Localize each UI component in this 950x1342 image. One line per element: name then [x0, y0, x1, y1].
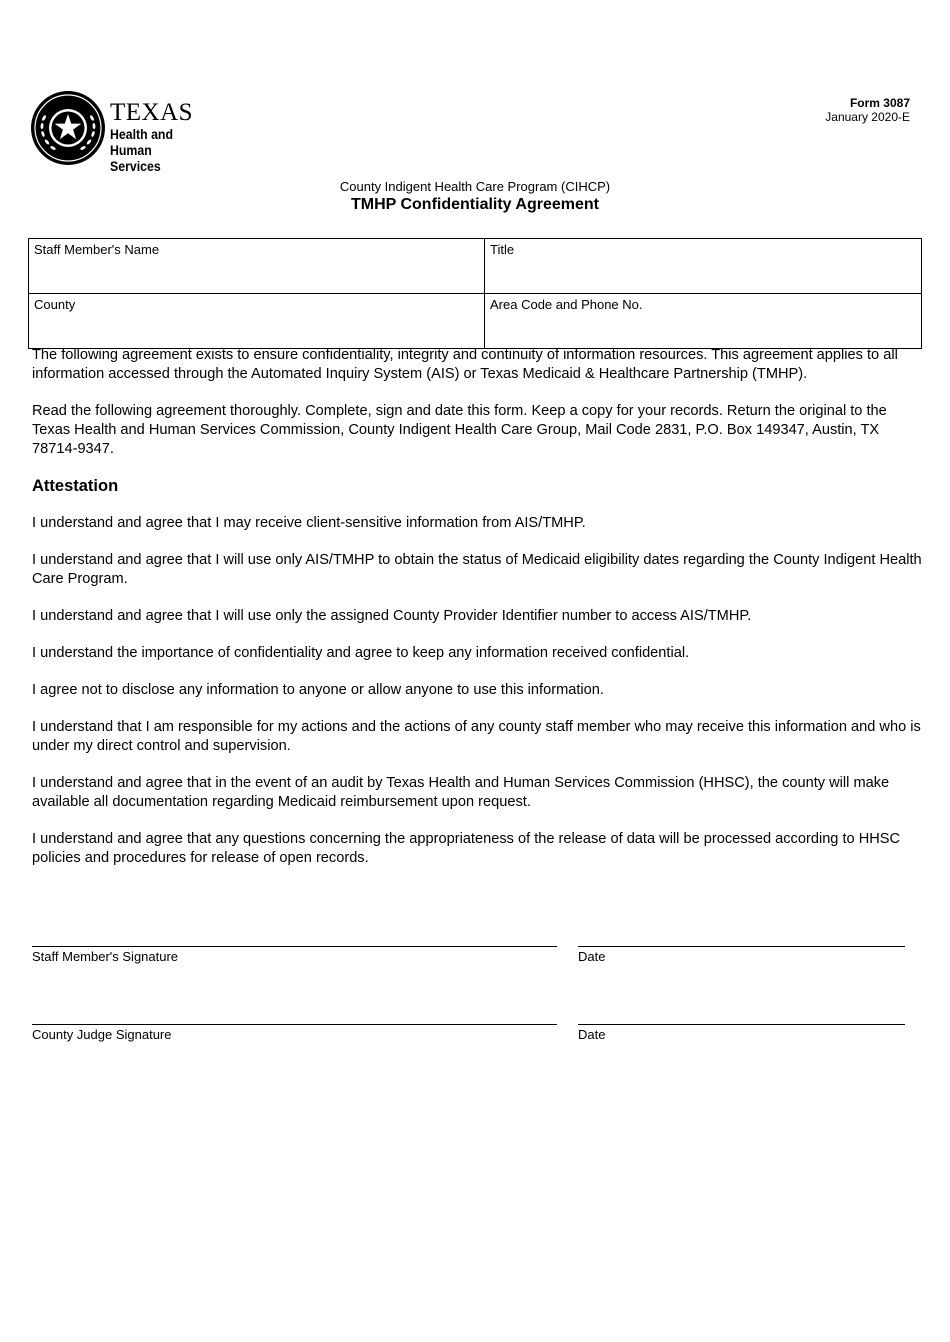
- attestation-statement: I understand and agree that I may receive client-sensitive information from AIS/TMHP.: [32, 515, 586, 531]
- staff-name-field[interactable]: [29, 239, 485, 294]
- phone-field[interactable]: [485, 294, 922, 349]
- attestation-statement: I agree not to disclose any information to anyone or allow anyone to use this information.: [32, 682, 604, 698]
- attestation-heading: Attestation: [32, 477, 119, 495]
- judge-date-field[interactable]: [578, 1024, 905, 1042]
- agreement-body: [32, 346, 922, 886]
- attestation-statement: I understand and agree that in the event of an audit by Texas Health and Human Services Commission (HHSC), the county will make available all documentation regarding Medicaid reimbursement upon request.: [32, 775, 890, 810]
- intro-paragraph-2: Read the following agreement thoroughly. Complete, sign and date this form. Keep a copy for your records. Return the original to the Texas Health and Human Services Commission, County Indigent Health Care Group, Mail Code 2831, P.O. Box 149347, Austin, TX 78714-9347.: [32, 403, 887, 457]
- staff-signature-field[interactable]: [32, 946, 557, 964]
- county-label: County: [34, 297, 76, 312]
- judge-date-line: [578, 1024, 905, 1025]
- staff-date-label: Date: [578, 949, 606, 964]
- form-date: January 2020-E: [825, 110, 910, 124]
- judge-signature-field[interactable]: [32, 1024, 557, 1042]
- staff-info-table: [28, 238, 922, 349]
- phone-label: Area Code and Phone No.: [490, 297, 643, 312]
- attestation-statement: I understand and agree that any questions concerning the appropriateness of the release of data will be processed according to HHSC policies and procedures for release of open records.: [32, 831, 901, 866]
- form-number: Form 3087: [849, 96, 910, 110]
- hhs-logo: [30, 90, 230, 174]
- logo-subtitle-line2: Services: [110, 158, 161, 174]
- attestation-statement: I understand that I am responsible for my actions and the actions of any county staff member who may receive this information and who is under my direct control and supervision.: [32, 719, 921, 754]
- judge-signature-line: [32, 1024, 557, 1025]
- staff-signature-label: Staff Member's Signature: [32, 949, 179, 964]
- texas-seal-icon: [30, 90, 106, 166]
- staff-date-line: [578, 946, 905, 947]
- staff-name-label: Staff Member's Name: [34, 242, 160, 257]
- page-title: TMHP Confidentiality Agreement: [350, 196, 600, 213]
- intro-paragraph-1: The following agreement exists to ensure confidentiality, integrity and continuity of information resources. This agreement applies to all information accessed through the Automated Inquiry System (AIS) or Texas Medicaid & Healthcare Partnership (TMHP).: [32, 347, 898, 382]
- judge-date-label: Date: [578, 1027, 606, 1042]
- staff-signature-line: [32, 946, 557, 947]
- title-label: Title: [490, 242, 515, 257]
- attestation-statement: I understand and agree that I will use only the assigned County Provider Identifier number to access AIS/TMHP.: [32, 608, 752, 624]
- logo-subtitle-line1: Health and Human: [110, 126, 173, 158]
- logo-title: TEXAS: [110, 99, 194, 126]
- staff-date-field[interactable]: [578, 946, 905, 964]
- form-meta: [825, 96, 910, 124]
- attestation-statement: I understand and agree that I will use only AIS/TMHP to obtain the status of Medicaid eligibility dates regarding the County Indigent Health Care Program.: [32, 552, 922, 587]
- attestation-statement: I understand the importance of confidentiality and agree to keep any information received confidential.: [32, 645, 690, 661]
- title-field[interactable]: [485, 239, 922, 294]
- program-name: County Indigent Health Care Program (CIHCP): [339, 179, 611, 194]
- county-field[interactable]: [29, 294, 485, 349]
- judge-signature-label: County Judge Signature: [32, 1027, 172, 1042]
